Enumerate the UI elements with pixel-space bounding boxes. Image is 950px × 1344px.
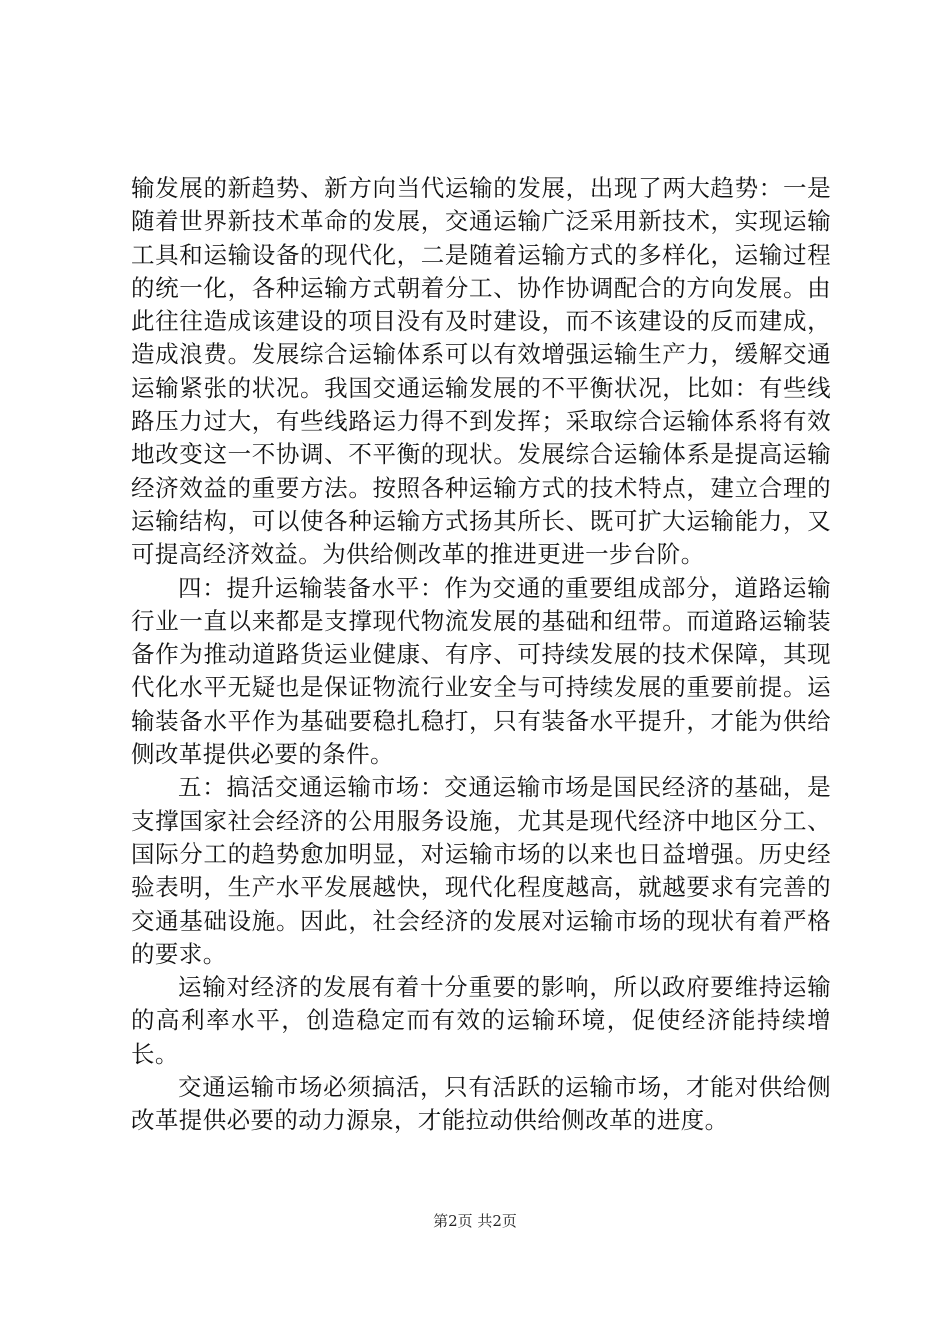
page-footer [0, 1211, 950, 1231]
paragraph-economy: 运输对经济的发展有着十分重要的影响，所以政府要维持运输的高利率水平，创造稳定而有效的运输环境，促使经济能持续增长。 [131, 973, 831, 1068]
page-number-label: 第2页 共2页 [433, 1212, 517, 1230]
paragraph-market: 五：搞活交通运输市场：交通运输市场是国民经济的基础，是支撑国家社会经济的公用服务设施，尤其是现代经济中地区分工、国际分工的趋势愈加明显，对运输市场的以来也日益增强。历史经验表明，生产水平发展越快，现代化程度越高，就越要求有完善的交通基础设施。因此，社会经济的发展对运输市场的现状有着严格的要求。 [131, 773, 831, 968]
paragraph-continuation: 输发展的新趋势、新方向当代运输的发展，出现了两大趋势：一是随着世界新技术革命的发展，交通运输广泛采用新技术，实现运输工具和运输设备的现代化，二是随着运输方式的多样化，运输过程的统一化，各种运输方式朝着分工、协作协调配合的方向发展。由此往往造成该建设的项目没有及时建设，而不该建设的反而建成，造成浪费。发展综合运输体系可以有效增强运输生产力，缓解交通运输紧张的状况。我国交通运输发展的不平衡状况，比如：有些线路压力过大，有些线路运力得不到发挥；采取综合运输体系将有效地改变这一不协调、不平衡的现状。发展综合运输体系是提高运输经济效益的重要方法。按照各种运输方式的技术特点，建立合理的运输结构，可以使各种运输方式扬其所长、既可扩大运输能力，又可提高经济效益。为供给侧改革的推进更进一步台阶。 [131, 174, 831, 569]
paragraph-equipment: 四：提升运输装备水平：作为交通的重要组成部分，道路运输行业一直以来都是支撑现代物流发展的基础和纽带。而道路运输装备作为推动道路货运业健康、有序、可持续发展的技术保障，其现代化水平无疑也是保证物流行业安全与可持续发展的重要前提。运输装备水平作为基础要稳扎稳打，只有装备水平提升，才能为供给侧改革提供必要的条件。 [131, 573, 831, 769]
document-body [131, 172, 831, 1138]
paragraph-conclusion: 交通运输市场必须搞活，只有活跃的运输市场，才能对供给侧改革提供必要的动力源泉，才能拉动供给侧改革的进度。 [131, 1073, 831, 1135]
